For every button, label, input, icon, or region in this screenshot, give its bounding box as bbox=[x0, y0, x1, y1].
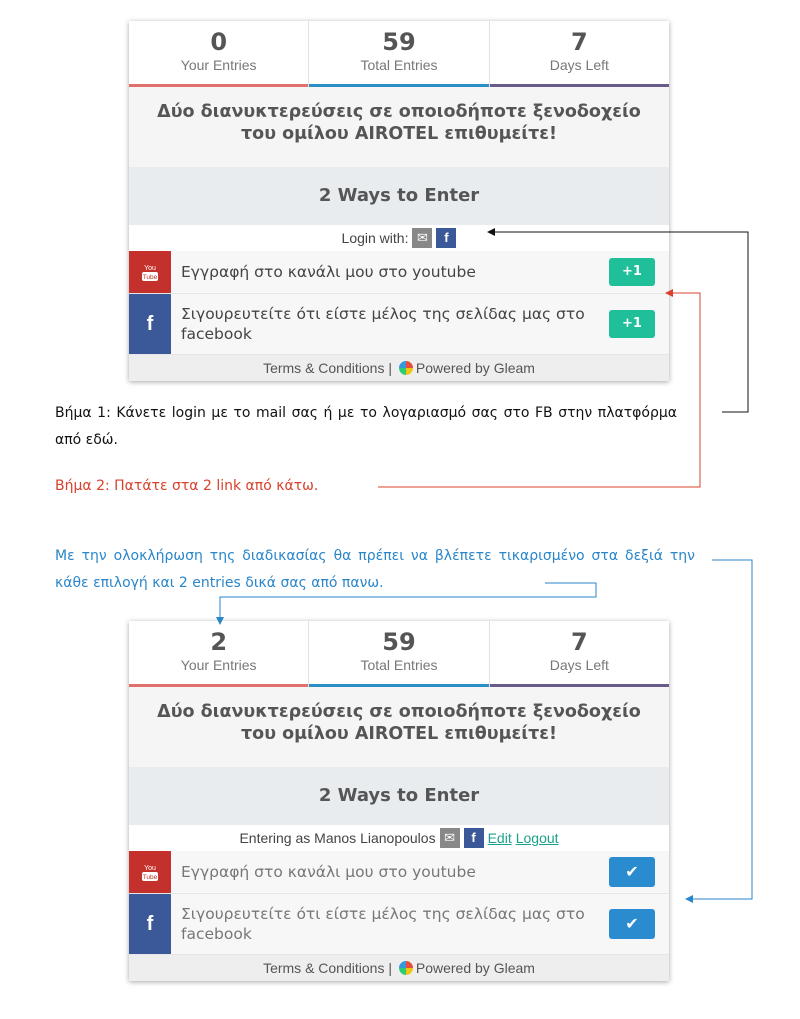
gleam-widget-before bbox=[129, 21, 669, 381]
ways-to-enter-heading: 2 Ways to Enter bbox=[129, 167, 669, 225]
mail-icon[interactable]: ✉ bbox=[440, 828, 460, 848]
stats-bar bbox=[129, 21, 669, 87]
svg-text:You: You bbox=[144, 265, 156, 272]
stat-value: 2 bbox=[210, 628, 228, 656]
stat-total-entries bbox=[309, 621, 489, 687]
mail-icon[interactable]: ✉ bbox=[412, 228, 432, 248]
plus-one-button[interactable]: +1 bbox=[609, 310, 655, 338]
login-label: Login with: bbox=[341, 230, 409, 246]
gleam-logo-icon bbox=[399, 361, 413, 375]
logout-link[interactable]: Logout bbox=[515, 830, 559, 846]
entry-youtube[interactable] bbox=[129, 851, 669, 894]
facebook-icon[interactable]: f bbox=[436, 228, 456, 248]
step3-note: Με την ολοκλήρωση της διαδικασίας θα πρέπει να βλέπετε τικαρισμένο στα δεξιά την κάθε επιλογή και 2 entries δικά σας από πανω. bbox=[55, 548, 695, 591]
check-icon[interactable]: ✔ bbox=[609, 909, 655, 939]
entry-facebook[interactable] bbox=[129, 894, 669, 955]
entry-youtube[interactable] bbox=[129, 251, 669, 294]
powered-by-link[interactable]: Powered by Gleam bbox=[415, 960, 535, 976]
stat-days-left bbox=[490, 21, 669, 87]
stat-total-entries bbox=[309, 21, 489, 87]
entry-text: Εγγραφή στο κανάλι μου στο youtube bbox=[181, 263, 476, 281]
step1-note: Βήμα 1: Κάνετε login με το mail σας ή με το λογαριασμό σας στο FB στην πλατφόρμα από εδώ. bbox=[55, 405, 677, 448]
stat-underline bbox=[490, 84, 669, 87]
step2-note: Βήμα 2: Πατάτε στα 2 link από κάτω. bbox=[55, 478, 319, 494]
gleam-widget-after bbox=[129, 621, 669, 981]
stat-underline bbox=[309, 684, 488, 687]
terms-link[interactable]: Terms & Conditions bbox=[263, 360, 385, 376]
entering-as-row bbox=[129, 825, 669, 851]
ways-to-enter-heading: 2 Ways to Enter bbox=[129, 767, 669, 825]
entering-as-label: Entering as Manos Lianopoulos bbox=[239, 830, 436, 846]
entry-text: Εγγραφή στο κανάλι μου στο youtube bbox=[181, 863, 476, 881]
terms-link[interactable]: Terms & Conditions bbox=[263, 960, 385, 976]
step3-arrow-checks bbox=[686, 560, 752, 899]
widget-footer bbox=[129, 955, 669, 981]
stat-your-entries bbox=[129, 621, 309, 687]
stat-label: Days Left bbox=[549, 57, 609, 73]
entry-facebook[interactable] bbox=[129, 294, 669, 355]
stat-value: 7 bbox=[570, 28, 588, 56]
stat-value: 0 bbox=[210, 28, 228, 56]
edit-link[interactable]: Edit bbox=[487, 830, 512, 846]
plus-one-button[interactable]: +1 bbox=[609, 258, 655, 286]
stat-label: Total Entries bbox=[360, 57, 438, 73]
check-icon[interactable]: ✔ bbox=[609, 857, 655, 887]
stat-your-entries bbox=[129, 21, 309, 87]
stat-underline bbox=[309, 84, 488, 87]
stat-label: Days Left bbox=[549, 657, 609, 673]
stat-days-left bbox=[490, 621, 669, 687]
stat-label: Your Entries bbox=[180, 57, 257, 73]
footer-separator: | bbox=[388, 360, 392, 376]
svg-text:You: You bbox=[144, 865, 156, 872]
stat-label: Total Entries bbox=[360, 657, 438, 673]
footer-separator: | bbox=[388, 960, 392, 976]
stat-value: 59 bbox=[382, 628, 416, 656]
facebook-icon[interactable]: f bbox=[464, 828, 484, 848]
stats-bar bbox=[129, 621, 669, 687]
stat-label: Your Entries bbox=[180, 657, 257, 673]
entry-text: Σιγουρευτείτε ότι είστε μέλος της σελίδας μας στο facebook bbox=[181, 305, 585, 343]
powered-by-link[interactable]: Powered by Gleam bbox=[415, 360, 535, 376]
stat-value: 7 bbox=[570, 628, 588, 656]
gleam-logo-icon bbox=[399, 961, 413, 975]
svg-text:Tube: Tube bbox=[142, 874, 158, 881]
giveaway-title: Δύο διανυκτερεύσεις σε οποιοδήποτε ξενοδοχείο του ομίλου AIROTEL επιθυμείτε! bbox=[129, 687, 669, 767]
stat-underline bbox=[129, 84, 308, 87]
facebook-icon: f bbox=[129, 894, 171, 954]
facebook-icon: f bbox=[129, 294, 171, 354]
giveaway-title: Δύο διανυκτερεύσεις σε οποιοδήποτε ξενοδοχείο του ομίλου AIROTEL επιθυμείτε! bbox=[129, 87, 669, 167]
stat-underline bbox=[129, 684, 308, 687]
entry-text: Σιγουρευτείτε ότι είστε μέλος της σελίδας μας στο facebook bbox=[181, 905, 585, 943]
widget-footer bbox=[129, 355, 669, 381]
youtube-icon bbox=[129, 851, 171, 893]
svg-text:Tube: Tube bbox=[142, 274, 158, 281]
login-row bbox=[129, 225, 669, 251]
youtube-icon bbox=[129, 251, 171, 293]
stat-value: 59 bbox=[382, 28, 416, 56]
stat-underline bbox=[490, 684, 669, 687]
